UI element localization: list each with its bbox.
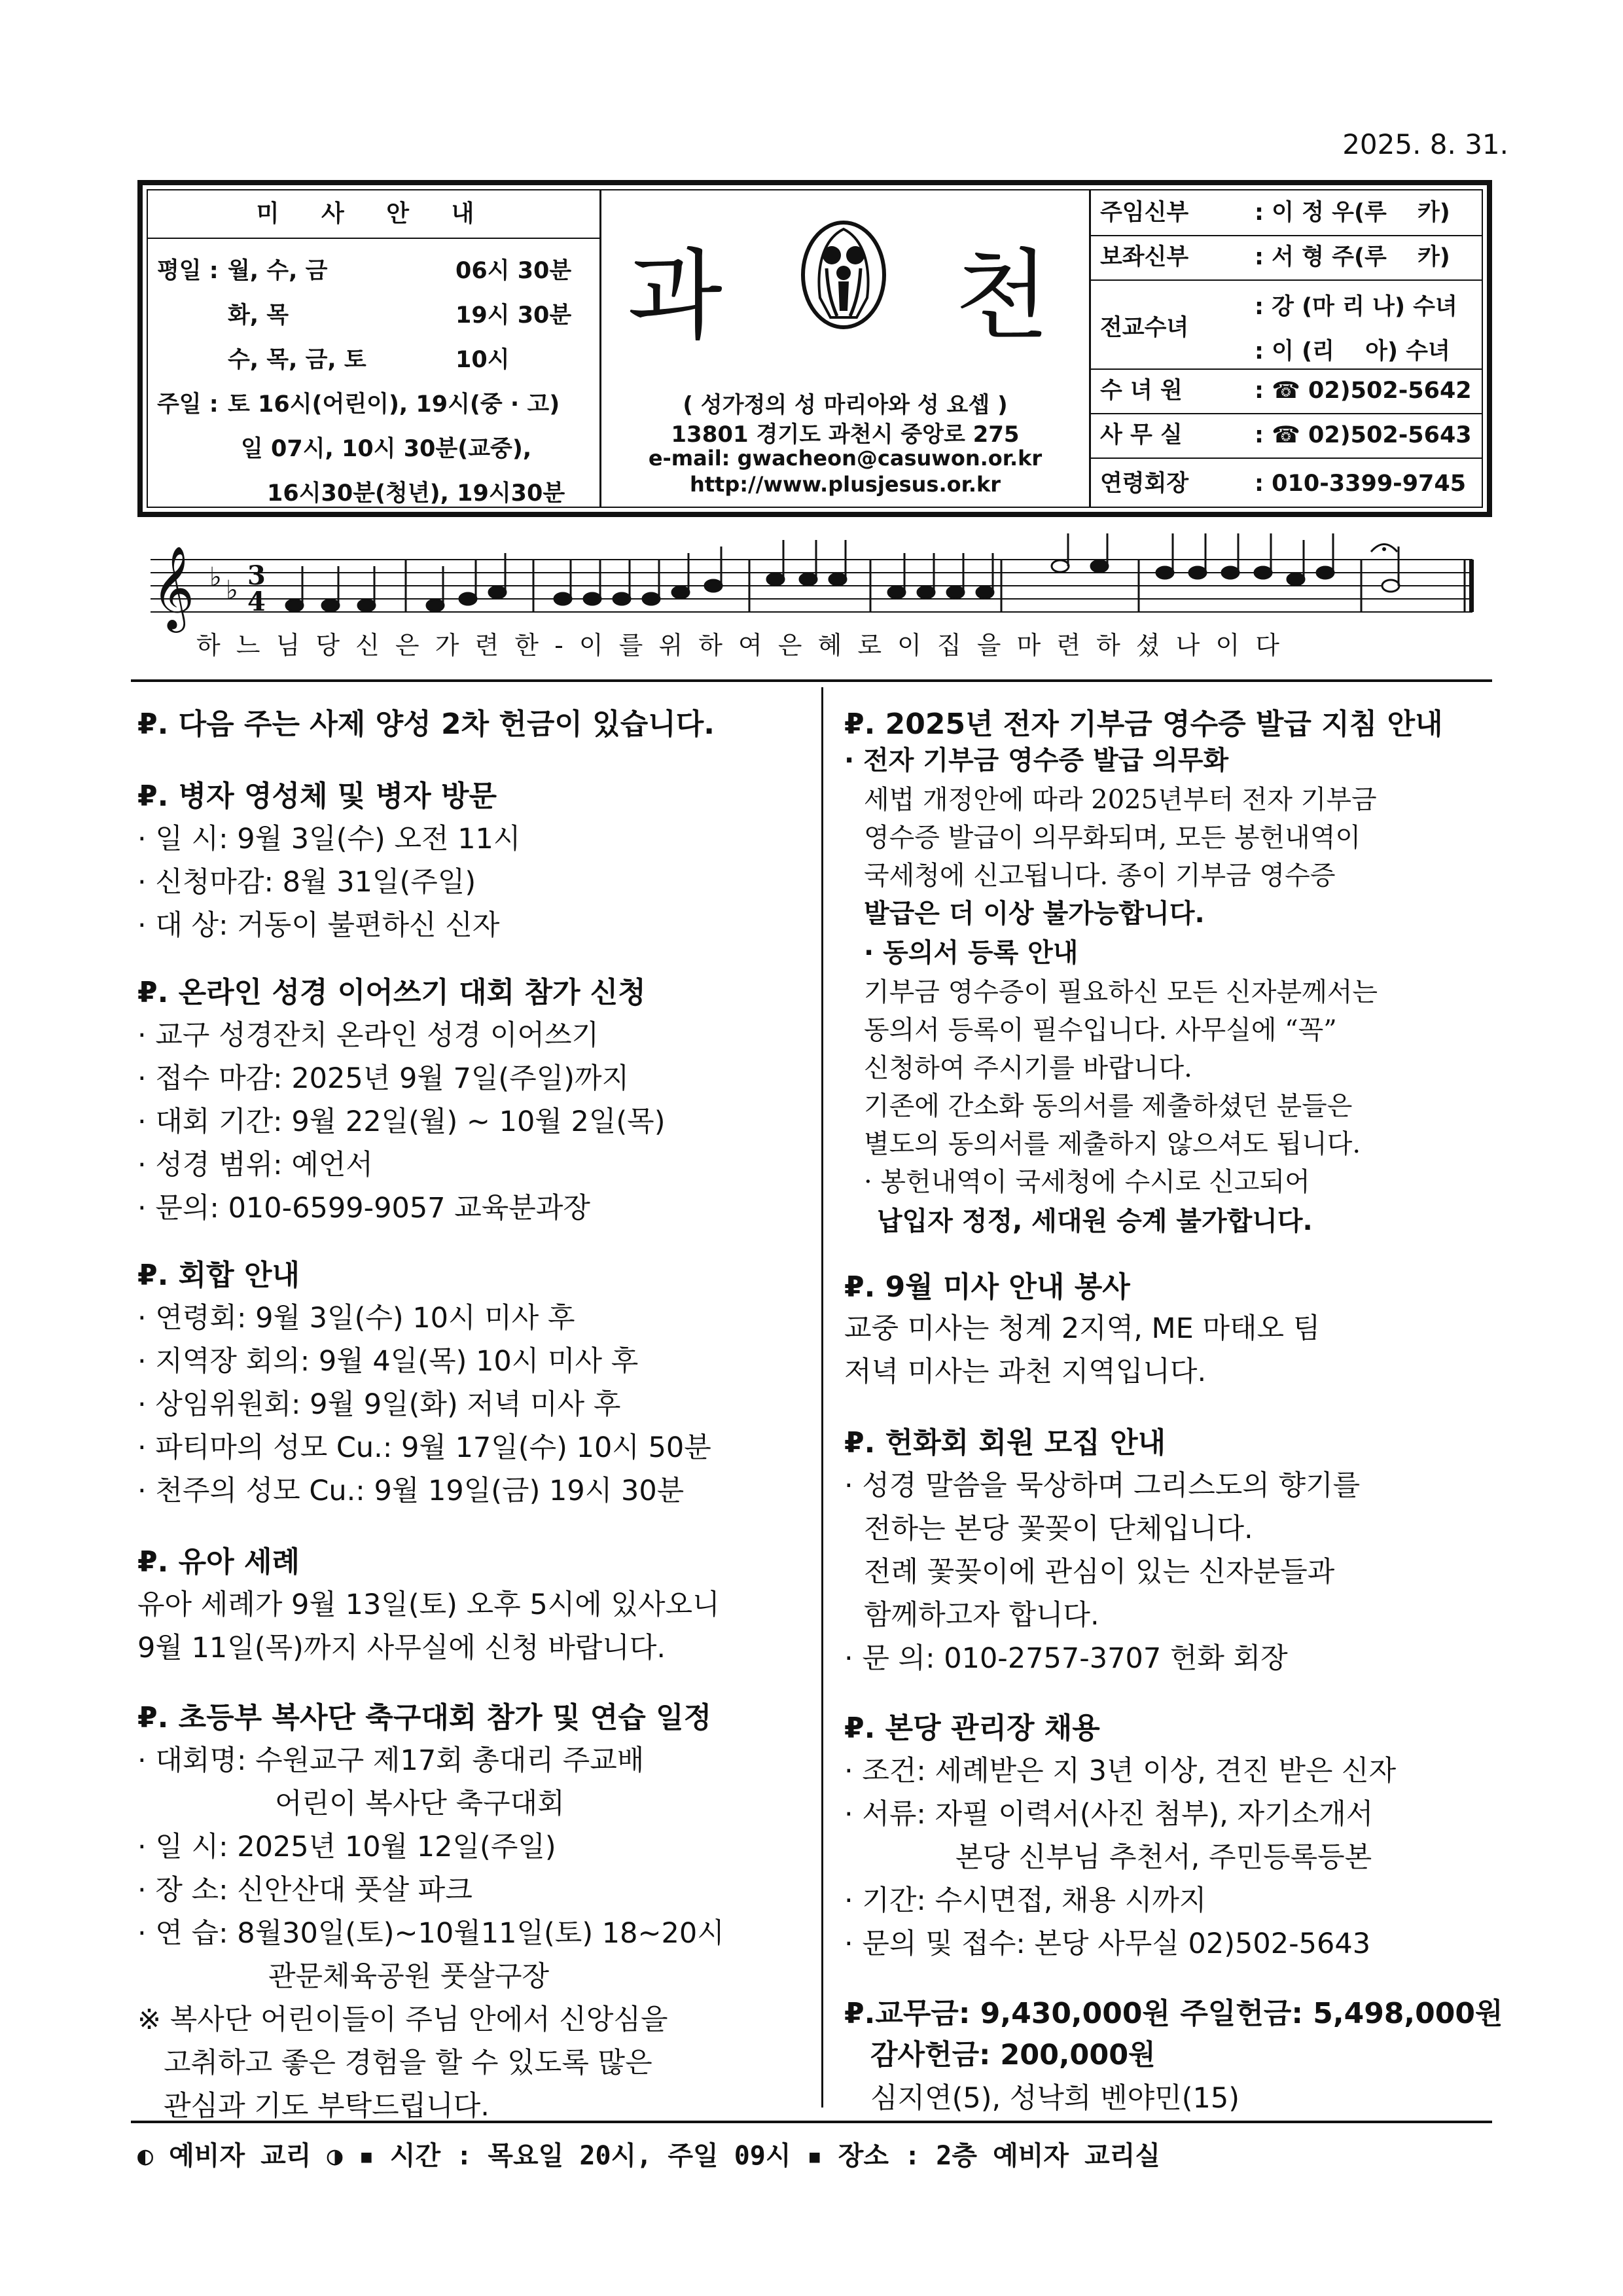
music-note <box>1189 567 1206 579</box>
notice-line: 기존에 간소화 동의서를 제출하셨던 분들은 <box>864 1091 1353 1121</box>
hymn-music-staff <box>137 533 1492 684</box>
notice-line: 영수증 발급이 의무화되며, 모든 봉헌내역이 <box>864 823 1361 853</box>
music-note <box>613 593 630 605</box>
staff-role: 주임신부 <box>1100 200 1189 226</box>
notice-line: · 대회명: 수원교구 제17회 총대리 주교배 <box>137 1744 645 1777</box>
music-note <box>459 593 476 605</box>
notice-title: ₽. 다음 주는 사제 양성 2차 헌금이 있습니다. <box>137 708 715 741</box>
music-note <box>1287 573 1304 585</box>
svg-text:𝄞: 𝄞 <box>152 545 195 629</box>
music-note <box>286 600 303 611</box>
parish-masthead <box>601 190 1089 507</box>
notice-line: · 대 상: 거동이 불편하신 신자 <box>137 909 500 942</box>
notice-line: 고취하고 좋은 경험을 할 수 있도록 많은 <box>164 2047 652 2079</box>
notice-line: 별도의 동의서를 제출하지 않으셔도 됩니다. <box>864 1129 1361 1159</box>
staff-value: : 이 정 우(루 카) <box>1255 200 1450 226</box>
mass-days: 16시30분(청년), 19시30분 <box>267 480 565 507</box>
header-box <box>137 180 1492 517</box>
notice-line: · 대회 기간: 9월 22일(월) ~ 10월 2일(목) <box>137 1105 666 1138</box>
notice-line: · 장 소: 신안산대 풋살 파크 <box>137 1874 473 1907</box>
offering-summary: ₽.교무금: 9,430,000원 주일헌금: 5,498,000원 <box>844 1997 1503 2030</box>
bulletin-date: 2025. 8. 31. <box>1342 128 1508 160</box>
staff-directory <box>1089 190 1482 507</box>
notice-line: · 신청마감: 8월 31일(주일) <box>137 866 476 899</box>
parish-email[interactable]: e-mail: gwacheon@casuwon.or.kr <box>648 446 1043 471</box>
staff-value: : 010-3399-9745 <box>1255 471 1467 497</box>
staff-row <box>1091 413 1482 459</box>
notice-line: · 연 습: 8월30일(토)~10월11일(토) 18~20시 <box>137 1917 724 1950</box>
notice-line: 9월 11일(목)까지 사무실에 신청 바랍니다. <box>137 1632 666 1664</box>
notice-title: ₽. 유아 세례 <box>137 1545 300 1579</box>
music-note <box>800 573 817 585</box>
music-note <box>1317 567 1334 579</box>
music-note <box>918 586 935 598</box>
staff-role: 수 녀 원 <box>1100 378 1183 404</box>
svg-text:♭: ♭ <box>209 562 222 592</box>
notice-line: 동의서 등록이 필수입니다. 사무실에 “꼭” <box>864 1015 1337 1045</box>
staff-value: : ☎ 02)502-5642 <box>1255 378 1472 404</box>
mass-days: 화, 목 <box>228 302 289 329</box>
mass-label: 주일 : <box>157 391 219 418</box>
notice-line: 납입자 정정, 세대원 승계 불가합니다. <box>877 1206 1313 1236</box>
music-note <box>322 600 339 611</box>
footer-divider <box>131 2121 1492 2123</box>
notice-title: ₽. 온라인 성경 이어쓰기 대회 참가 신청 <box>137 976 646 1009</box>
notice-line: 세법 개정안에 따라 2025년부터 전자 기부금 <box>864 785 1377 815</box>
notice-line: · 상임위원회: 9월 9일(화) 저녁 미사 후 <box>137 1388 621 1421</box>
notice-title: ₽. 2025년 전자 기부금 영수증 발급 지침 안내 <box>844 708 1443 741</box>
music-note <box>947 586 964 598</box>
notice-line: · 교구 성경잔치 온라인 성경 이어쓰기 <box>137 1019 599 1052</box>
notice-line: · 문의: 010-6599-9057 교육분과장 <box>137 1192 590 1225</box>
notice-line: 교중 미사는 청계 2지역, ME 마태오 팀 <box>844 1312 1321 1345</box>
staff-role: 연령회장 <box>1100 471 1189 497</box>
notice-line: · 서류: 자필 이력서(사진 첨부), 자기소개서 <box>844 1798 1374 1831</box>
notice-title: ₽. 9월 미사 안내 봉사 <box>844 1270 1130 1304</box>
parish-subtitle: ( 성가정의 성 마리아와 성 요셉 ) <box>683 392 1008 418</box>
staff-value: : 이 (리 아) 수녀 <box>1255 338 1450 365</box>
notice-line: · 일 시: 2025년 10월 12일(주일) <box>137 1831 556 1863</box>
mass-time: 10시 <box>455 347 510 373</box>
music-note <box>489 586 506 598</box>
staff-role: 전교수녀 <box>1100 315 1189 341</box>
mass-days: 토 16시(어린이), 19시(중 · 고) <box>228 391 560 418</box>
notice-line: 함께하고자 합니다. <box>864 1599 1099 1632</box>
notice-line: · 성경 범위: 예언서 <box>137 1149 373 1181</box>
music-note <box>554 593 571 605</box>
music-note <box>1052 560 1069 572</box>
notice-line: · 파티마의 성모 Cu.: 9월 17일(수) 10시 50분 <box>137 1431 711 1464</box>
staff-row <box>1091 368 1482 414</box>
notice-title: ₽. 헌화회 회원 모집 안내 <box>844 1426 1166 1460</box>
parish-homepage-link[interactable]: http://www.plusjesus.or.kr <box>689 472 1001 497</box>
notice-line: 전하는 본당 꽃꽂이 단체입니다. <box>864 1513 1253 1545</box>
mass-guide-title: 미 사 안 내 <box>148 190 599 239</box>
parish-name-left: 과 <box>628 240 722 353</box>
catechumen-class-footer: ◐ 예비자 교리 ◑ ▪ 시간 : 목요일 20시, 주일 09시 ▪ 장소 : 2층 예비자 교리실 <box>137 2141 1161 2171</box>
music-note <box>1255 567 1272 579</box>
music-note <box>1156 567 1173 579</box>
mass-days: 월, 수, 금 <box>228 258 328 284</box>
staff-value: : ☎ 02)502-5643 <box>1255 422 1472 448</box>
staff-row <box>1091 235 1482 281</box>
notice-line: 관심과 기도 부탁드립니다. <box>164 2090 490 2123</box>
music-note <box>584 593 601 605</box>
notice-line: · 동의서 등록 안내 <box>864 938 1079 968</box>
notice-line: · 봉헌내역이 국세청에 수시로 신고되어 <box>864 1167 1310 1197</box>
notice-title: ₽. 회합 안내 <box>137 1259 300 1292</box>
notice-line: · 문의 및 접수: 본당 사무실 02)502-5643 <box>844 1928 1371 1960</box>
notice-line: 국세청에 신고됩니다. 종이 기부금 영수증 <box>864 861 1336 891</box>
notice-line: 관문체육공원 풋살구장 <box>268 1960 550 1993</box>
notice-line: ※ 복사단 어린이들이 주님 안에서 신앙심을 <box>137 2003 668 2036</box>
mass-label: 평일 : <box>157 258 219 284</box>
staff-role: 사 무 실 <box>1100 422 1183 448</box>
music-note <box>358 600 375 611</box>
mass-guide <box>148 190 601 507</box>
music-note <box>976 586 993 598</box>
music-note <box>1382 580 1399 592</box>
notice-line: 유아 세례가 9월 13일(토) 오후 5시에 있사오니 <box>137 1588 720 1621</box>
notice-line: · 기간: 수시면접, 채용 시까지 <box>844 1884 1207 1917</box>
notice-line: 신청하여 주시기를 바랍니다. <box>864 1053 1192 1083</box>
notice-line: · 성경 말씀을 묵상하며 그리스도의 향기를 <box>844 1469 1361 1502</box>
section-divider <box>131 679 1492 682</box>
staff-row <box>1091 279 1482 370</box>
music-note <box>767 573 784 585</box>
music-note <box>1091 560 1108 572</box>
notice-line: 전례 꽃꽂이에 관심이 있는 신자분들과 <box>864 1556 1335 1588</box>
parish-address: 13801 경기도 과천시 중앙로 275 <box>671 422 1020 448</box>
donor-names: 심지연(5), 성낙희 벤야민(15) <box>870 2082 1240 2115</box>
notice-line: 본당 신부님 추천서, 주민등록등본 <box>955 1841 1372 1874</box>
music-note <box>643 593 660 605</box>
notice-title: ₽. 본당 관리장 채용 <box>844 1712 1100 1745</box>
holy-family-emblem-icon <box>798 219 889 331</box>
svg-text:4: 4 <box>247 586 266 617</box>
notice-line: · 지역장 회의: 9월 4일(목) 10시 미사 후 <box>137 1345 639 1378</box>
notice-line: 어린이 복사단 축구대회 <box>275 1787 565 1820</box>
music-note <box>705 580 722 592</box>
notice-line: · 조건: 세례받은 지 3년 이상, 견진 받은 신자 <box>844 1755 1397 1787</box>
notice-line: · 연령회: 9월 3일(수) 10시 미사 후 <box>137 1302 575 1335</box>
music-note <box>1222 567 1239 579</box>
svg-text:3: 3 <box>247 560 266 591</box>
mass-days: 일 07시, 10시 30분(교중), <box>241 436 532 462</box>
notice-line: · 천주의 성모 Cu.: 9월 19일(금) 19시 30분 <box>137 1475 685 1507</box>
staff-row <box>1091 190 1482 236</box>
parish-name-right: 천 <box>955 240 1050 353</box>
notice-line: · 일 시: 9월 3일(수) 오전 11시 <box>137 823 521 855</box>
mass-time: 06시 30분 <box>455 258 572 284</box>
staff-value: : 강 (마 리 나) 수녀 <box>1255 294 1457 320</box>
music-note <box>672 586 689 598</box>
notice-title: ₽. 병자 영성체 및 병자 방문 <box>137 780 497 813</box>
hymn-lyrics: 하 느 님 당 신 은 가 련 한 - 이 를 위 하 여 은 혜 로 이 집 을 마 련 하 셨 나 이 다 <box>196 631 1283 660</box>
notice-line: 기부금 영수증이 필요하신 모든 신자분께서는 <box>864 977 1378 1007</box>
staff-role: 보좌신부 <box>1100 244 1189 270</box>
music-note <box>888 586 905 598</box>
music-note <box>427 600 444 611</box>
svg-text:♭: ♭ <box>226 575 238 605</box>
notice-line: · 전자 기부금 영수증 발급 의무화 <box>844 745 1229 776</box>
staff-row <box>1091 457 1482 514</box>
mass-time: 19시 30분 <box>455 302 572 329</box>
notice-line: 저녁 미사는 과천 지역입니다. <box>844 1355 1207 1388</box>
notice-line: · 문 의: 010-2757-3707 헌화 회장 <box>844 1642 1288 1675</box>
notice-line: · 접수 마감: 2025년 9월 7일(주일)까지 <box>137 1062 630 1095</box>
thanksgiving-offering: 감사헌금: 200,000원 <box>870 2039 1156 2072</box>
column-divider <box>821 687 823 2108</box>
music-note <box>829 573 846 585</box>
notice-title: ₽. 초등부 복사단 축구대회 참가 및 연습 일정 <box>137 1701 712 1734</box>
staff-value: : 서 형 주(루 카) <box>1255 244 1450 270</box>
notice-line: 발급은 더 이상 불가능합니다. <box>864 899 1205 929</box>
mass-days: 수, 목, 금, 토 <box>228 347 366 373</box>
